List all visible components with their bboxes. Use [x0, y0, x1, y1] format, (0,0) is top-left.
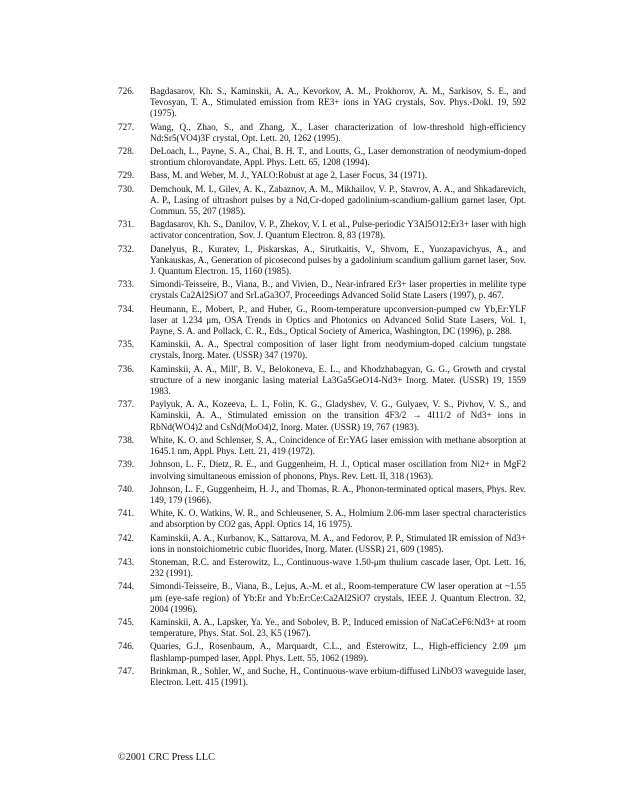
reference-item: [118, 557, 526, 579]
reference-number: 730.: [118, 183, 135, 194]
copyright-footer: ©2001 CRC Press LLC: [118, 752, 215, 763]
reference-item: [118, 435, 526, 457]
reference-item: [118, 146, 526, 168]
reference-list: [118, 86, 526, 690]
reference-number: 732.: [118, 243, 135, 254]
reference-number: 738.: [118, 434, 135, 445]
reference-item: [118, 170, 526, 181]
reference-text: Simondi-Teisseire, B., Viana, B., and Vivien, D., Near-infrared Er3+ laser properties in melilite type crystals Ca2Al2SiO7 and SrLaGa3O7, Proceedings Advanced Solid State Lasers (1997), p. 467.: [150, 279, 526, 301]
reference-number: 742.: [118, 532, 135, 543]
reference-text: Paylyuk, A. A., Kozeeva, L. I., Folin, K. G., Gladyshev, V. G., Gulyaev, V. S., Pivhov, V. S., and Kaminskii, A. A., Stimulated emission on the transition 4F3/2 → 4I11/2 of Nd3+ ions in RbNd(WO4)2 and CsNd(MoO4)2, Inorg. Mater. (USSR) 19, 767 (1983).: [150, 399, 526, 432]
reference-number: 745.: [118, 616, 135, 627]
reference-number: 747.: [118, 665, 135, 676]
reference-number: 726.: [118, 86, 135, 96]
reference-text: Kaminskii, A. A., Mill', B. V., Belokoneva, E. L., and Khodzhabagyan, G. G., Growth and crystal structure of a new inorganic lasing material La3Ga5GeO14-Nd3+ Inorg. Mater. (USSR) 19, 1559 1983.: [150, 363, 526, 397]
reference-number: 743.: [118, 556, 135, 567]
reference-number: 733.: [118, 279, 135, 290]
reference-item: [118, 533, 526, 555]
reference-text: Quaries, G.J., Rosenbaum, A., Marquardt, C.L., and Esterowitz, L., High-efficiency 2.09 μm flashlamp-pumped laser, Appl. Phys. Lett. 55, 1062 (1989).: [150, 641, 526, 663]
reference-item: [118, 86, 526, 120]
reference-text: Simondi-Teisseire, B., Viana, B., Lejus, A.-M. et al., Room-temperature CW laser operation at ~1.55 μm (eye-safe region) of Yb:Er and Yb:Er:Ce:Ca2Al2SiO7 crystals, IEEE J. Quantum Electron. 32, 2004 (1996).: [150, 581, 526, 614]
reference-item: [118, 666, 526, 688]
reference-number: 744.: [118, 581, 135, 592]
reference-number: 736.: [118, 363, 135, 374]
reference-item: [118, 459, 526, 481]
reference-text: Johnson, L. F., Guggenheim, H. J., and Thomas, R. A., Phonon-terminated optical masers, Phys. Rev. 149, 179 (1966).: [150, 483, 526, 505]
reference-text: Bagdasarov, Kh. S., Danilov, V. P., Zhekov, V. I. et al., Pulse-periodic Y3Al5O12:Er3+ laser with high activator concentration, Sov. J. Quantum Electron. 8, 83 (1978).: [150, 219, 526, 241]
reference-text: DeLoach, L., Payne, S. A., Chai, B. H. T., and Loutts, G., Laser demonstration of neodymium-doped strontium chlorovandate, Appl. Phys. Lett. 65, 1208 (1994).: [150, 146, 526, 168]
reference-text: Bass, M. and Weber, M. J., YALO:Robust at age 2, Laser Focus, 34 (1971).: [150, 170, 428, 181]
reference-number: 739.: [118, 459, 135, 470]
reference-item: [118, 364, 526, 398]
reference-number: 741.: [118, 508, 135, 519]
reference-item: [118, 219, 526, 241]
reference-text: White, K. O. Watkins, W. R., and Schleusener, S. A., Holmium 2.06-mm laser spectral characteristics and absorption by CO2 gas, Appl. Optics 14, 16 1975).: [150, 508, 526, 530]
reference-item: [118, 508, 526, 530]
reference-text: Wang, Q., Zhao, S., and Zhang, X., Laser characterization of low-threshold high-efficiency Nd:Sr5(VO4)3F crystal, Opt. Lett. 20, 1262 (1995).: [150, 121, 526, 143]
reference-number: 731.: [118, 219, 135, 230]
reference-number: 740.: [118, 483, 135, 494]
reference-item: [118, 339, 526, 361]
reference-item: [118, 484, 526, 506]
reference-item: [118, 617, 526, 639]
reference-number: 737.: [118, 399, 135, 410]
reference-item: [118, 279, 526, 301]
reference-item: [118, 244, 526, 278]
reference-item: [118, 184, 526, 218]
reference-item: [118, 641, 526, 663]
reference-number: 735.: [118, 339, 135, 350]
reference-number: 729.: [118, 170, 135, 181]
reference-text: Johnson, L. F., Dietz, R. E., and Guggenheim, H. J., Optical maser oscillation from Ni2+ in MgF2 involving simultaneous emission of phonons, Phys. Rev. Lett. II, 318 (1963).: [150, 459, 526, 481]
reference-number: 727.: [118, 121, 135, 132]
reference-number: 746.: [118, 641, 135, 652]
reference-text: Kaminskii, A. A., Spectral composition of laser light from neodymium-doped calcium tungstate crystals, Inorg. Mater. (USSR) 347 (1970).: [150, 339, 526, 361]
reference-text: Kaminskii, A. A., Kurbanov, K., Sattarova, M. A., and Fedorov, P. P., Stimulated IR emission of Nd3+ ions in nonstoichiometric cubic fluorides, Inorg. Mater. (USSR) 21, 609 (1985).: [150, 532, 526, 554]
reference-number: 734.: [118, 303, 135, 314]
reference-text: Bagdasarov, Kh. S., Kaminskii, A. A., Kevorkov, A. M., Prokhorov, A. M., Sarkisov, S. E., and Tevosyan, T. A., Stimulated emission from RE3+ ions in YAG crystals, Sov. Phys.-Dokl. 19, 592 (1975).: [150, 86, 526, 119]
reference-item: [118, 581, 526, 615]
reference-text: Danelyus, R., Kuratev, I., Piskarskas, A., Sirutkaitis, V., Shvom, E., Yuozapavichyus, A., and Yankauskas, A., Generation of picosecond pulses by a gadolinium scandium gallium garnet laser, Sov. J. Quantum Electron. 15, 1160 (1985).: [150, 243, 526, 277]
reference-text: Demchouk, M. I., Gilev, A. K., Zabaznov, A. M., Mikhailov, V. P., Stavrov, A. A., and Shkadarevich, A. P., Lasing of ultrashort pulses by a Nd,Cr-doped gadolinium-scandium-gallium garnet laser, Opt. Commun. 55, 207 (1985).: [150, 183, 526, 217]
reference-text: Stoneman, R.C. and Esterowitz, L., Continuous-wave 1.50-μm thulium cascade laser, Opt. Lett. 16, 232 (1991).: [150, 556, 526, 579]
reference-text: Heumann, E., Mobert, P., and Huber, G., Room-temperature upconversion-pumped cw Yb,Er:YLF laser at 1.234 μm, OSA Trends in Optics and Photonics on Advanced Solid State Lasers, Vol. 1, Payne, S. A. and Pollack, C. R., Eds., Optical Society of America, Washington, DC (1996), p. 288.: [150, 303, 526, 337]
reference-text: White, K. O. and Schlenser, S. A., Coincidence of Er:YAG laser emission with methane absorption at 1645.1 nm, Appl. Phys. Lett. 21, 419 (1972).: [150, 434, 526, 457]
reference-item: [118, 399, 526, 433]
reference-text: Kaminskii, A. A., Lapsker, Ya. Ye., and Sobolev, B. P., Induced emission of NaCaCeF6:Nd3+ at room temperature, Phys. Stat. Sol. 23, K5 (1967).: [150, 616, 526, 639]
reference-item: [118, 304, 526, 338]
reference-number: 728.: [118, 146, 135, 157]
reference-item: [118, 122, 526, 144]
reference-text: Brinkman, R., Sohler, W., and Suche, H., Continuous-wave erbium-diffused LiNbO3 waveguide laser, Electron. Lett. 415 (1991).: [150, 665, 526, 687]
